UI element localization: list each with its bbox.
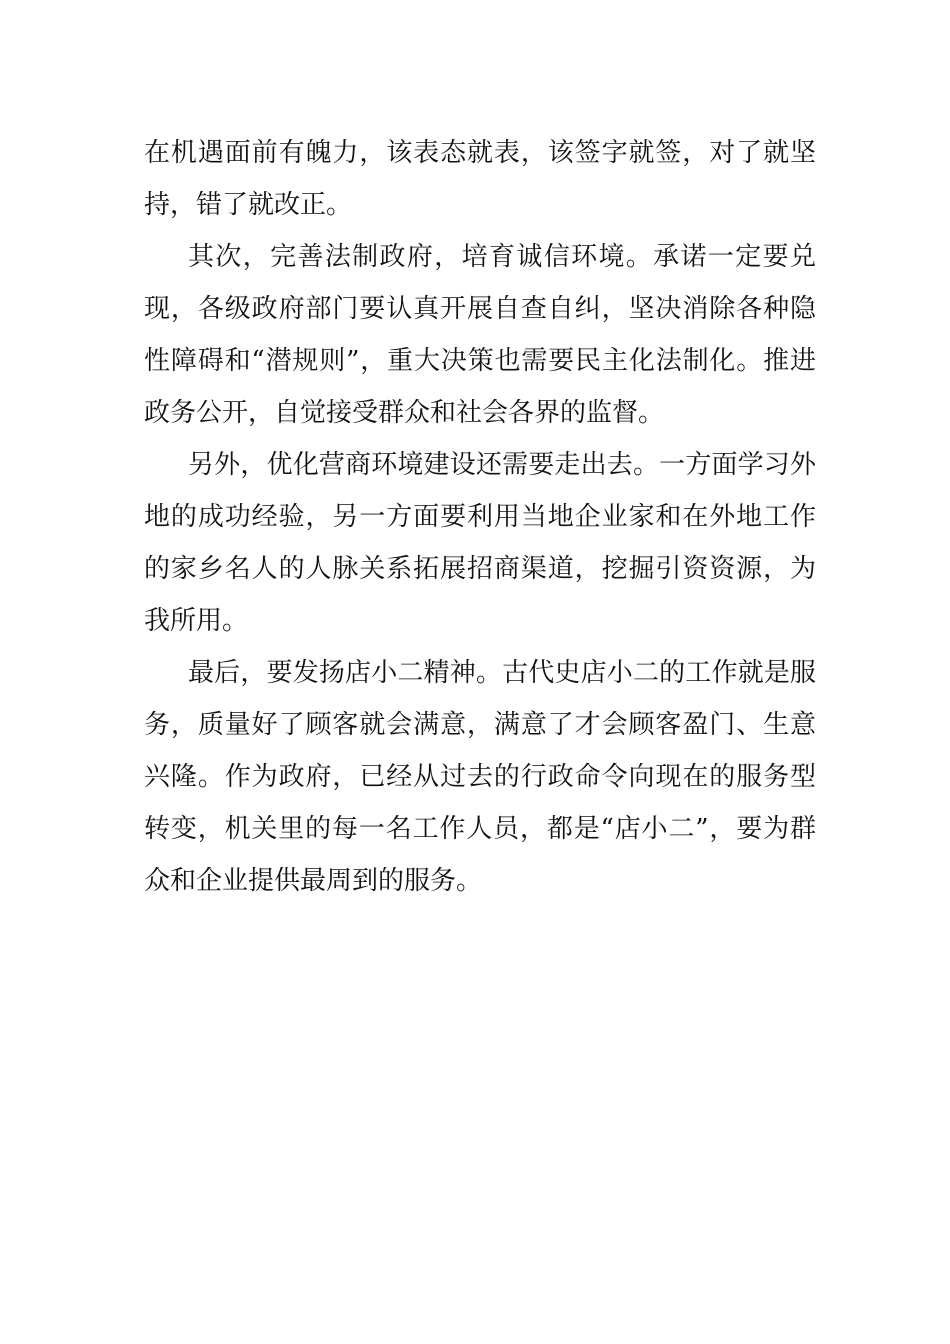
paragraph-legal-government: 其次，完善法制政府，培育诚信环境。承诺一定要兑现，各级政府部门要认真开展自查自纠，坚决消除各种隐性障碍和“潜规则”，重大决策也需要民主化法制化。推进政务公开，自觉接受群众和社会各界的监督。 xyxy=(144,242,816,428)
paragraph-service-spirit: 最后，要发扬店小二精神。古代史店小二的工作就是服务，质量好了顾客就会满意，满意了才会顾客盈门、生意兴隆。作为政府，已经从过去的行政命令向现在的服务型转变，机关里的每一名工作人员，都是“店小二”，要为群众和企业提供最周到的服务。 xyxy=(144,658,816,896)
paragraph-continuation: 在机遇面前有魄力，该表态就表，该签字就签，对了就坚持，错了就改正。 xyxy=(144,138,816,220)
paragraph-go-outside: 另外，优化营商环境建设还需要走出去。一方面学习外地的成功经验，另一方面要利用当地企业家和在外地工作的家乡名人的人脉关系拓展招商渠道，挖掘引资资源，为我所用。 xyxy=(144,450,816,636)
document-body xyxy=(144,127,816,907)
